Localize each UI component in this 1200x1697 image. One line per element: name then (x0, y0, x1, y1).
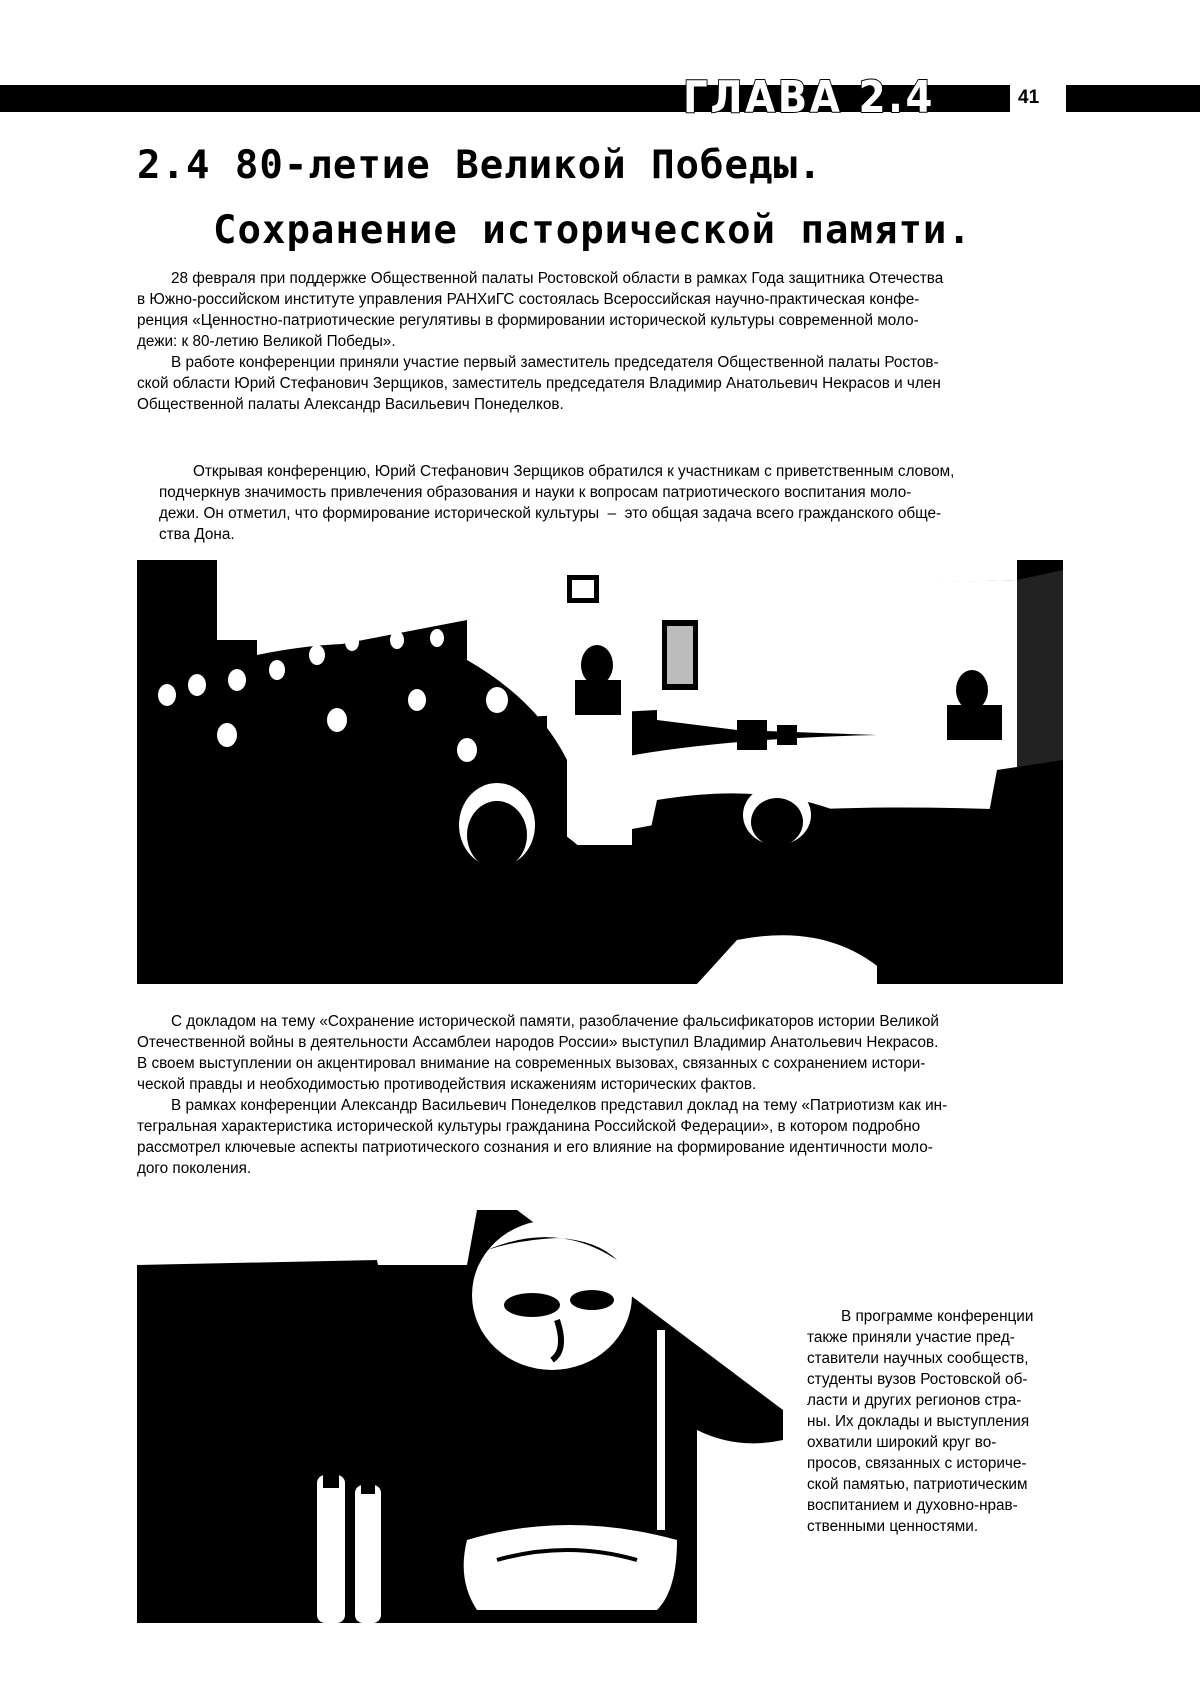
speaker-portrait-photo (137, 1210, 783, 1623)
text-line: подчеркнув значимость привлечения образования и науки к вопросам патриотического воспитания моло- (159, 484, 912, 501)
text-line: В работе конференции приняли участие первый заместитель председателя Общественной палаты Ростов- (137, 354, 939, 371)
text-line: просов, связанных с историче- (807, 1455, 1027, 1472)
text-line: также приняли участие пред- (807, 1329, 1015, 1346)
text-line: рассмотрел ключевые аспекты патриотического сознания и его влияние на формирование идентичности моло- (137, 1139, 933, 1156)
text-line: ны. Их доклады и выступления (807, 1413, 1030, 1430)
page-title-line-1: 2.4 80-летие Великой Победы. (137, 143, 823, 188)
chapter-label: ГЛАВА 2.4 (683, 72, 936, 123)
text-line: дого поколения. (137, 1160, 252, 1177)
text-line: тегральная характеристика исторической культуры гражданина Российской Федерации», в котором подробно (137, 1118, 921, 1135)
text-line: дежи: к 80-летию Великой Победы». (137, 333, 396, 350)
text-line: ства Дона. (159, 526, 235, 543)
text-line: ческой правды и необходимостью противодействия искажениям исторических фактов. (137, 1076, 757, 1093)
intro-paragraphs (137, 268, 943, 415)
page-title-line-2: Сохранение исторической памяти. (213, 208, 972, 253)
page-number: 41 (1018, 87, 1040, 108)
text-line: ской области Юрий Стефанович Зерщиков, заместитель председателя Владимир Анатольевич Некрасов и член (137, 375, 941, 392)
text-line: В программе конференции (807, 1308, 1034, 1325)
opening-paragraph (159, 461, 954, 545)
text-line: охватили широкий круг во- (807, 1434, 997, 1451)
header-bar-right (1066, 85, 1200, 112)
text-line: ренция «Ценностно-патриотические регулятивы в формировании исторической культуры современной моло- (137, 312, 919, 329)
text-line: ставители научных сообществ, (807, 1350, 1029, 1367)
text-line: С докладом на тему «Сохранение исторической памяти, разоблачение фальсификаторов истории Великой (137, 1013, 939, 1030)
text-line: ственными ценностями. (807, 1518, 979, 1535)
text-line: в Южно-российском институте управления РАНХиГС состоялась Всероссийская научно-практическая конфе- (137, 291, 920, 308)
text-line: ласти и других регионов стра- (807, 1392, 1022, 1409)
conference-hall-photo (137, 560, 1063, 984)
text-line: студенты вузов Ростовской об- (807, 1371, 1028, 1388)
text-line: воспитанием и духовно-нрав- (807, 1497, 1018, 1514)
text-line: ской памятью, патриотическим (807, 1476, 1028, 1493)
text-line: Общественной палаты Александр Васильевич Понеделков. (137, 396, 564, 413)
text-line: Открывая конференцию, Юрий Стефанович Зерщиков обратился к участникам с приветственным словом, (159, 463, 955, 480)
text-line: В рамках конференции Александр Васильевич Понеделков представил доклад на тему «Патриотизм как ин- (137, 1097, 948, 1114)
text-line: В своем выступлении он акцентировал внимание на современных вызовах, связанных с сохранением истори- (137, 1055, 926, 1072)
text-line: 28 февраля при поддержке Общественной палаты Ростовской области в рамках Года защитника Отечества (137, 270, 944, 287)
report-paragraphs (137, 1011, 947, 1179)
text-line: дежи. Он отметил, что формирование исторической культуры – это общая задача всего гражданского обще- (159, 505, 942, 522)
program-paragraph (807, 1306, 1033, 1537)
text-line: Отечественной войны в деятельности Ассамблеи народов России» выступил Владимир Анатольевич Некрасов. (137, 1034, 939, 1051)
